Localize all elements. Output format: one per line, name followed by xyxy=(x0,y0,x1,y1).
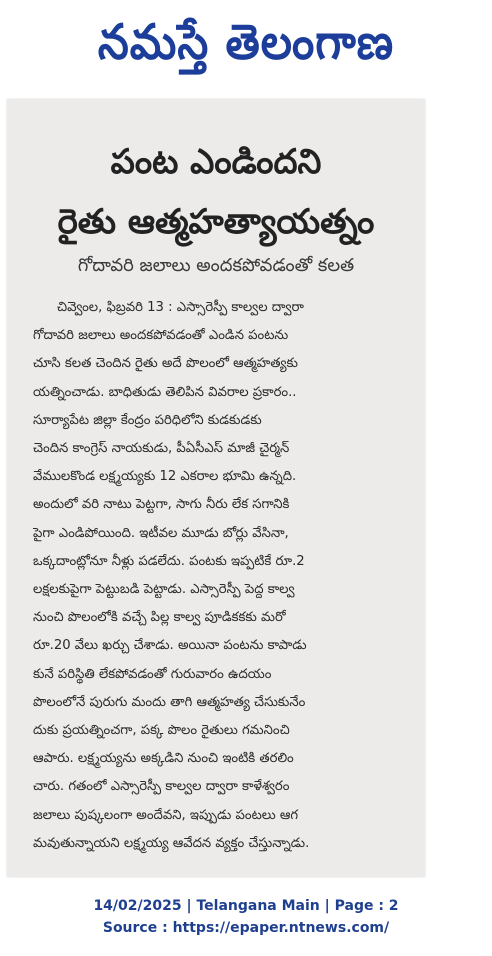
body-line: జలాలు పుష్కలంగా అందేవని, ఇప్పుడు పంటలు ఆగ xyxy=(33,807,299,823)
article-clipping xyxy=(7,99,425,877)
body-line: చెందిన కాంగ్రెస్ నాయకుడు, పీఏసీఎస్ మాజీ చైర్మన్ xyxy=(33,441,290,457)
body-line: కునే పరిస్థితి లేకపోవడంతో గురువారం ఉదయం xyxy=(33,666,272,682)
body-line: చివ్వెంల, ఫిబ్రవరి 13 : ఎస్సారెస్పీ కాల్వల ద్వారా xyxy=(57,300,304,315)
body-line: చూసి కలత చెందిన రైతు అదే పొలంలో ఆత్మహత్యకు xyxy=(33,356,298,372)
footer-source: Source : https://epaper.ntnews.com/ xyxy=(102,920,390,936)
body-line: సూర్యాపేట జిల్లా కేంద్రం పరిధిలోని కుడకుడకు xyxy=(33,412,262,428)
body-line: పొలంలోనే పురుగు మందు తాగి ఆత్మహత్య చేసుకునేం xyxy=(33,694,306,710)
body-line: దుకు ప్రయత్నించగా, పక్క పొలం రైతులు గమనించి xyxy=(33,723,290,739)
footer-dateline: 14/02/2025 | Telangana Main | Page : 2 xyxy=(93,898,399,914)
body-line: మవుతున్నాయని లక్ష్మయ్య ఆవేదన వ్యక్తం చేస్తున్నాడు. xyxy=(33,835,310,851)
body-line: లక్షలకుపైగా పెట్టుబడి పెట్టాడు. ఎస్సారెస్పీ పెద్ద కాల్వ xyxy=(33,582,295,598)
body-line: పైగా ఎండిపోయింది. ఇటీవల మూడు బోర్లు వేసినా, xyxy=(33,525,289,541)
body-line: ఆపారు. లక్ష్మయ్యను అక్కడిని నుంచి ఇంటికి తరలిం xyxy=(33,751,294,767)
body-line: యత్నించాడు. బాధితుడు తెలిపిన వివరాల ప్రకారం.. xyxy=(33,384,297,400)
body-line: నుంచి పొలంలోకి వచ్చే పిల్ల కాల్వ పూడికకకు మరో xyxy=(33,610,286,626)
headline-line-2: రైతు ఆత్మహత్యాయత్నం xyxy=(57,202,375,242)
body-line: గోదావరి జలాలు అందకపోవడంతో ఎండిన పంటను xyxy=(33,328,289,344)
body-line: చారు. గతంలో ఎస్సారెస్పీ కాల్వల ద్వారా కాళేశ్వరం xyxy=(33,779,290,795)
article-body xyxy=(33,294,401,858)
body-line: వేములకొండ లక్ష్మయ్యకు 12 ఎకరాల భూమి ఉన్నది. xyxy=(33,469,297,485)
headline-line-1: పంట ఎండిందని xyxy=(110,142,322,182)
newspaper-masthead: నమస్తే తెలంగాణ xyxy=(97,14,395,71)
subheadline: గోదావరి జలాలు అందకపోవడంతో కలత xyxy=(77,255,355,276)
body-line: ఒక్కదాంట్లోనూ నీళ్లు పడలేదు. పంటకు ఇప్పటికే రూ.2 xyxy=(33,553,305,569)
body-line: అందులో వరి నాటు పెట్టగా, సాగు నీరు లేక సగానికి xyxy=(33,497,290,513)
body-line: రూ.20 వేలు ఖర్చు చేశాడు. అయినా పంటను కాపాడు xyxy=(33,638,307,654)
